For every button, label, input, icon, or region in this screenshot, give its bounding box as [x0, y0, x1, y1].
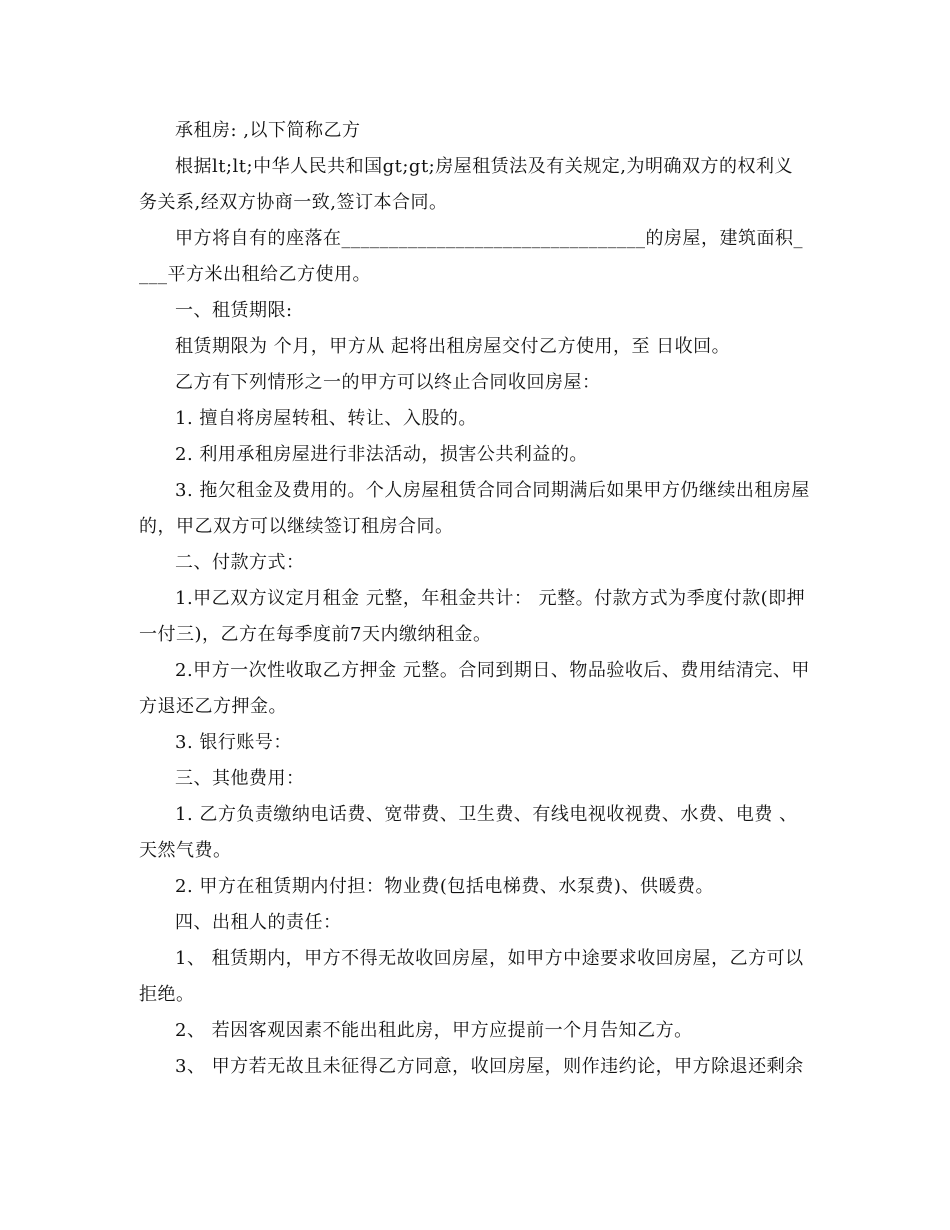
list-item-fees-2: 2. 甲方在租赁期内付担：物业费(包括电梯费、水泵费)、供暖费。 [175, 876, 714, 897]
paragraph-lease-term: 租赁期限为 个月，甲方从 起将出租房屋交付乙方使用，至 日收回。 [175, 336, 731, 357]
paragraph-termination-conditions: 乙方有下列情形之一的甲方可以终止合同收回房屋： [175, 372, 601, 393]
list-item-duty-3: 3、 甲方若无故且未征得乙方同意，收回房屋，则作违约论，甲方除退还剩余 [175, 1056, 804, 1077]
list-item-payment-1: 1.甲乙双方议定月租金 元整，年租金共计： 元整。付款方式为季度付款(即押一付三)，乙方在每季度前7天内缴纳租金。 [139, 588, 806, 645]
list-item-fees-1: 1. 乙方负责缴纳电话费、宽带费、卫生费、有线电视收视费、水费、电费 、天然气费。 [139, 804, 798, 861]
paragraph-basis: 根据lt;lt;中华人民共和国gt;gt;房屋租赁法及有关规定,为明确双方的权利义务关系,经双方协商一致,签订本合同。 [139, 156, 793, 213]
heading-payment: 二、付款方式： [175, 552, 305, 573]
heading-lease-term: 一、租赁期限: [175, 300, 293, 321]
list-item-termination-2: 2. 利用承租房屋进行非法活动，损害公共利益的。 [175, 444, 588, 465]
document-body [139, 113, 811, 1085]
list-item-duty-1: 1、 租赁期内，甲方不得无故收回房屋，如甲方中途要求收回房屋，乙方可以拒绝。 [139, 948, 804, 1005]
list-item-payment-2: 2.甲方一次性收取乙方押金 元整。合同到期日、物品验收后、费用结清完、甲方退还乙方押金。 [139, 660, 810, 717]
paragraph-property: 甲方将自有的座落在________________________________的房屋，建筑面积____平方米出租给乙方使用。 [139, 228, 803, 285]
list-item-payment-3: 3. 银行账号： [175, 732, 292, 753]
list-item-termination-3: 3. 拖欠租金及费用的。个人房屋租赁合同合同期满后如果甲方仍继续出租房屋的，甲乙双方可以继续签订租房合同。 [139, 480, 810, 537]
list-item-duty-2: 2、 若因客观因素不能出租此房，甲方应提前一个月告知乙方。 [175, 1020, 693, 1041]
heading-other-fees: 三、其他费用： [175, 768, 305, 789]
list-item-termination-1: 1. 擅自将房屋转租、转让、入股的。 [175, 408, 477, 429]
paragraph-tenant: 承租房: ,以下简称乙方 [175, 120, 361, 141]
heading-lessor-duties: 四、出租人的责任： [175, 912, 342, 933]
